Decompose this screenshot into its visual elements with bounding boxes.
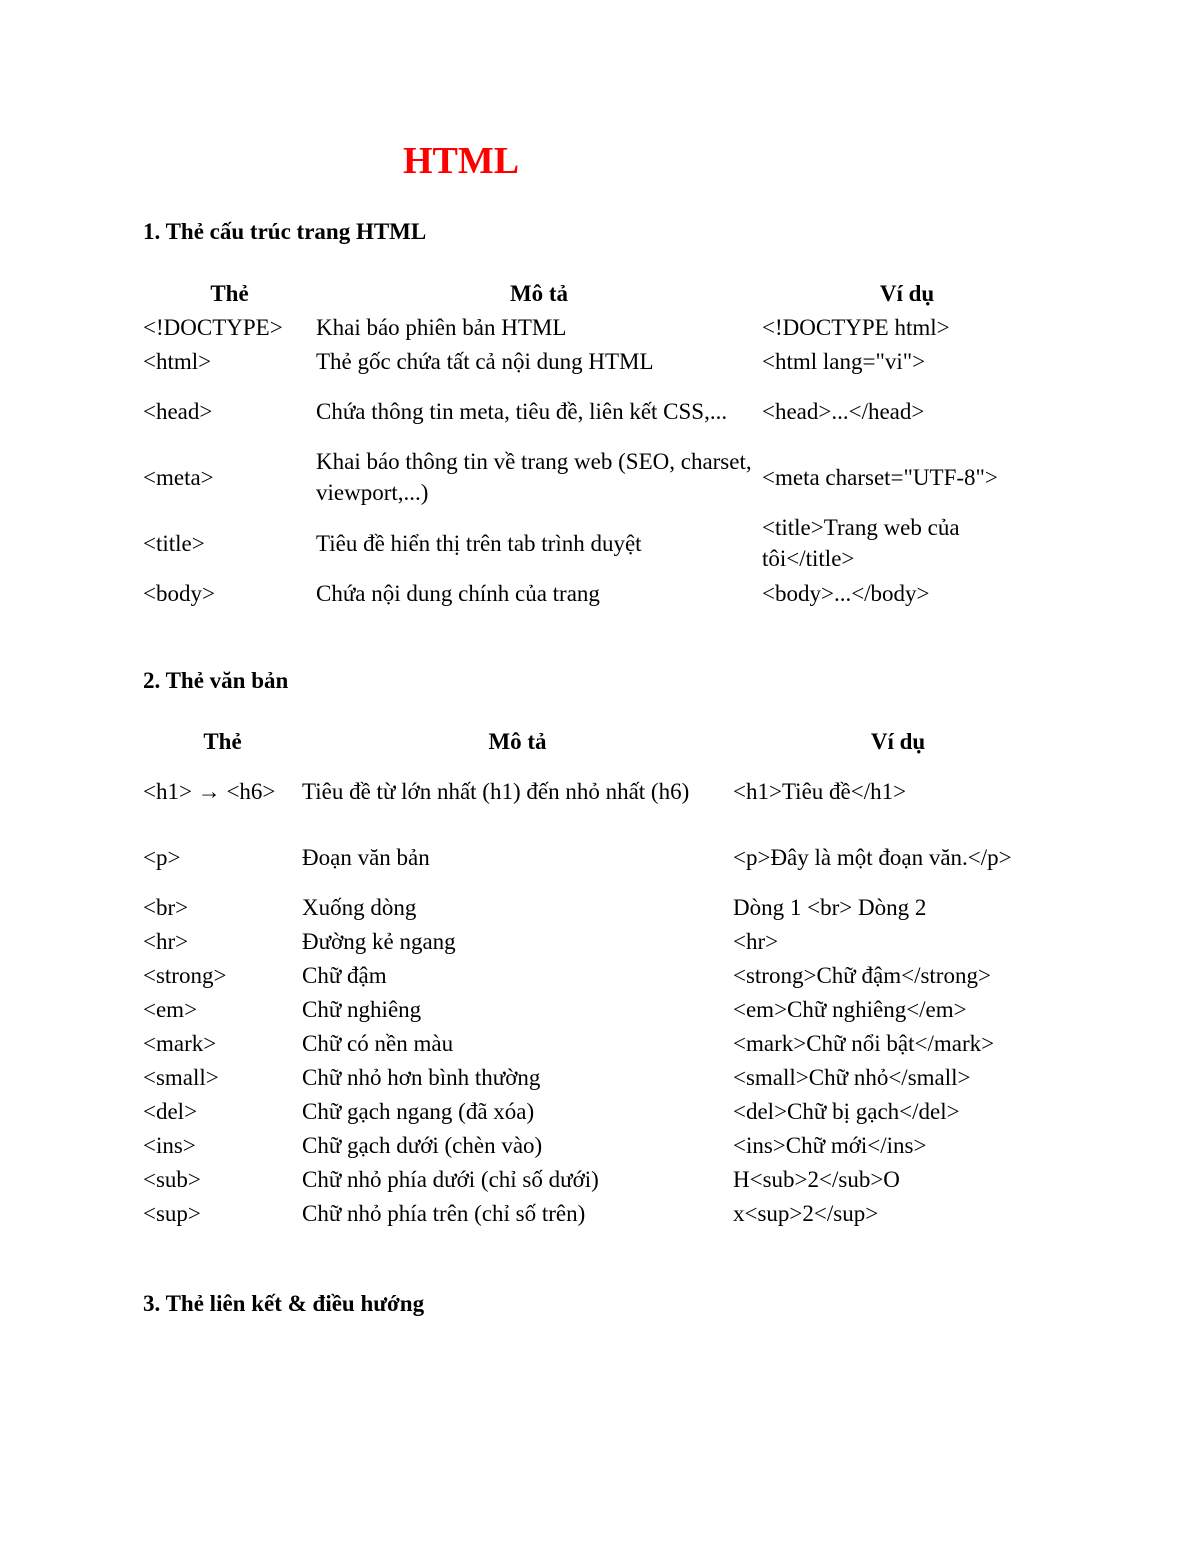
column-header-example: Ví dụ xyxy=(879,280,935,306)
cell-tag: <hr> xyxy=(143,928,189,954)
table-header-row xyxy=(143,724,1063,758)
cell-example: <del>Chữ bị gạch</del> xyxy=(733,1098,960,1124)
cell-example: <p>Đây là một đoạn văn.</p> xyxy=(733,844,1012,870)
cell-example: x<sup>2</sup> xyxy=(733,1200,879,1226)
table-row xyxy=(143,924,1063,958)
column-header-tag: Thẻ xyxy=(203,728,242,754)
cell-example: <body>...</body> xyxy=(762,580,930,606)
table-row xyxy=(143,1196,1063,1230)
table-row xyxy=(143,510,1052,576)
table-row xyxy=(143,958,1063,992)
cell-description: Xuống dòng xyxy=(302,894,417,920)
cell-example: <h1>Tiêu đề</h1> xyxy=(733,778,907,804)
cell-tag: <!DOCTYPE> xyxy=(143,314,283,340)
table-row xyxy=(143,310,1052,344)
cell-tag: <br> xyxy=(143,894,189,920)
cell-example: <head>...</head> xyxy=(762,398,925,424)
cell-tag: <sup> xyxy=(143,1200,201,1226)
table-row xyxy=(143,344,1052,378)
cell-example: <strong>Chữ đậm</strong> xyxy=(733,962,991,988)
cell-example: <small>Chữ nhỏ</small> xyxy=(733,1064,971,1090)
table-row xyxy=(143,1162,1063,1196)
table-row xyxy=(143,824,1063,890)
cell-tag: <sub> xyxy=(143,1166,201,1192)
cell-example: <ins>Chữ mới</ins> xyxy=(733,1132,927,1158)
table-row xyxy=(143,992,1063,1026)
column-header-description: Mô tả xyxy=(488,728,547,754)
section-1-heading: 1. Thẻ cấu trúc trang HTML xyxy=(143,219,427,244)
cell-description: Chữ nghiêng xyxy=(302,996,422,1022)
structure-tags-table xyxy=(143,276,1052,610)
section-3-heading: 3. Thẻ liên kết & điều hướng xyxy=(143,1291,425,1316)
cell-example: H<sub>2</sub>O xyxy=(733,1166,900,1192)
cell-example: <html lang="vi"> xyxy=(762,348,926,374)
cell-example: Dòng 1 <br> Dòng 2 xyxy=(733,894,927,920)
cell-description: Chữ gạch dưới (chèn vào) xyxy=(302,1132,543,1158)
table-row xyxy=(143,890,1063,924)
cell-tag: <strong> xyxy=(143,962,227,988)
cell-tag: <body> xyxy=(143,580,215,606)
cell-description: Thẻ gốc chứa tất cả nội dung HTML xyxy=(316,348,654,374)
table-row xyxy=(143,444,1052,510)
cell-description: Chữ đậm xyxy=(302,962,387,988)
cell-description: Tiêu đề từ lớn nhất (h1) đến nhỏ nhất (h6) xyxy=(302,778,690,804)
cell-example: <title>Trang web của tôi</title> xyxy=(762,515,960,571)
cell-description: Khai báo thông tin về trang web (SEO, charset, viewport,...) xyxy=(316,449,752,505)
cell-description: Đoạn văn bản xyxy=(302,844,430,870)
cell-tag: <ins> xyxy=(143,1132,196,1158)
column-header-description: Mô tả xyxy=(509,280,569,306)
cell-tag: <small> xyxy=(143,1064,219,1090)
cell-example: <em>Chữ nghiêng</em> xyxy=(733,996,967,1022)
cell-description: Chữ gạch ngang (đã xóa) xyxy=(302,1098,535,1124)
document-title: HTML xyxy=(403,140,520,182)
cell-example: <meta charset="UTF-8"> xyxy=(762,464,998,490)
cell-description: Chữ nhỏ phía dưới (chỉ số dưới) xyxy=(302,1166,599,1192)
cell-tag: <meta> xyxy=(143,464,214,490)
table-row xyxy=(143,1026,1063,1060)
table-row xyxy=(143,758,1063,824)
cell-tag: <head> xyxy=(143,398,213,424)
cell-description: Tiêu đề hiển thị trên tab trình duyệt xyxy=(316,530,642,556)
cell-example: <!DOCTYPE html> xyxy=(762,314,950,340)
cell-description: Đường kẻ ngang xyxy=(302,928,456,954)
cell-description: Chữ nhỏ hơn bình thường xyxy=(302,1064,541,1090)
table-row xyxy=(143,1060,1063,1094)
cell-tag: <del> xyxy=(143,1098,198,1124)
cell-tag: <em> xyxy=(143,996,198,1022)
cell-tag: <h1> → <h6> xyxy=(143,778,276,804)
cell-description: Chứa nội dung chính của trang xyxy=(316,580,600,606)
cell-tag: <title> xyxy=(143,530,205,556)
cell-example: <mark>Chữ nổi bật</mark> xyxy=(733,1030,995,1056)
table-header-row xyxy=(143,276,1052,310)
section-2-heading: 2. Thẻ văn bản xyxy=(143,668,289,693)
text-tags-table xyxy=(143,724,1063,1230)
column-header-tag: Thẻ xyxy=(210,280,249,306)
cell-example: <hr> xyxy=(733,928,779,954)
table-row xyxy=(143,576,1052,610)
cell-tag: <p> xyxy=(143,844,181,870)
table-row xyxy=(143,378,1052,444)
column-header-example: Ví dụ xyxy=(870,728,926,754)
cell-description: Chứa thông tin meta, tiêu đề, liên kết CSS,... xyxy=(316,398,728,424)
cell-description: Khai báo phiên bản HTML xyxy=(316,314,567,340)
cell-description: Chữ có nền màu xyxy=(302,1030,454,1056)
cell-description: Chữ nhỏ phía trên (chỉ số trên) xyxy=(302,1200,586,1226)
table-row xyxy=(143,1128,1063,1162)
cell-tag: <html> xyxy=(143,348,212,374)
cell-tag: <mark> xyxy=(143,1030,217,1056)
table-row xyxy=(143,1094,1063,1128)
